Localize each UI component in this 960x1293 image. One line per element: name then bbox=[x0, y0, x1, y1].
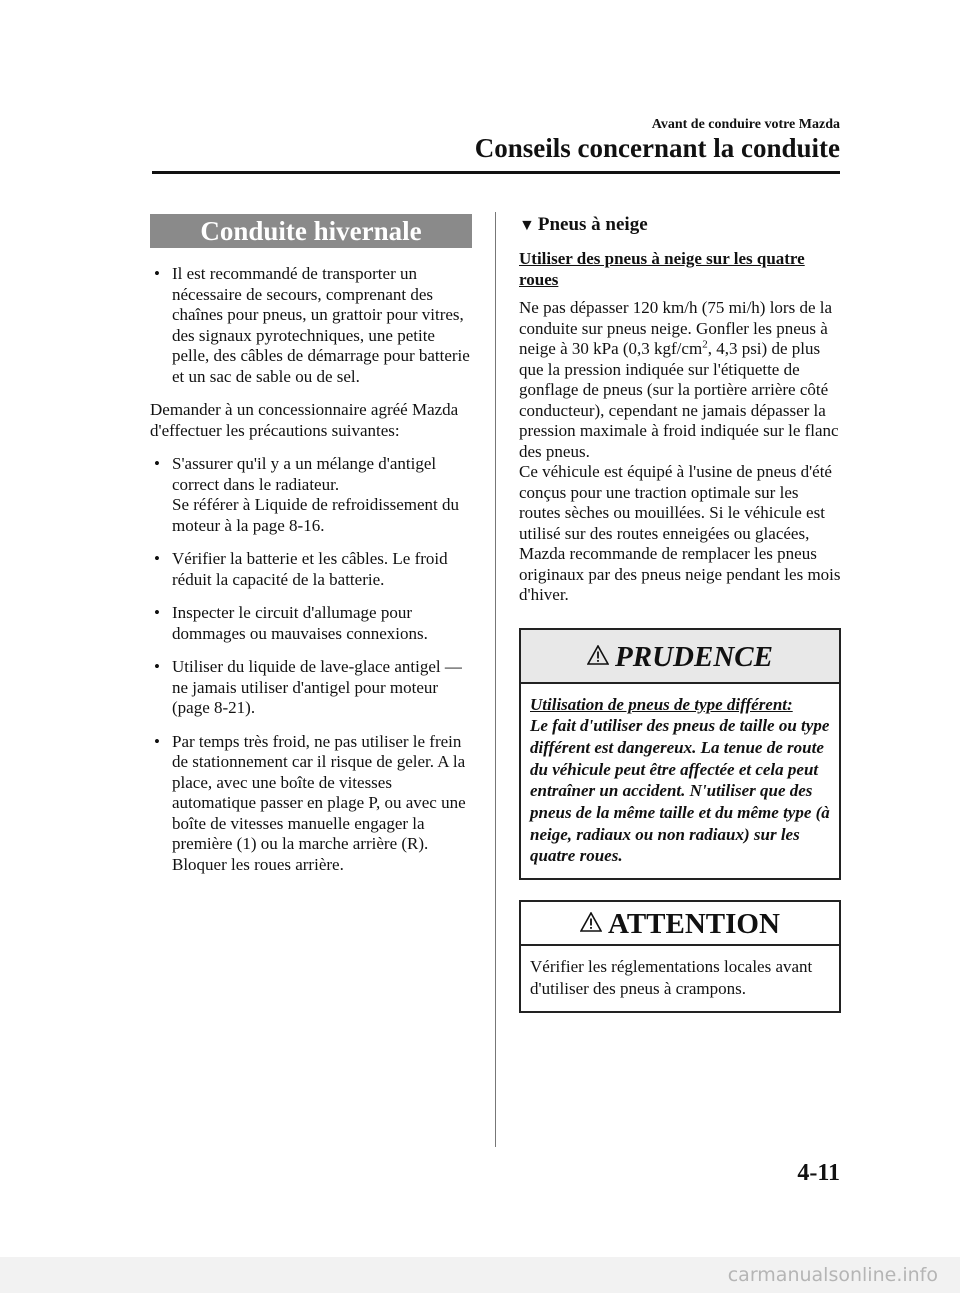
list-item bbox=[150, 454, 472, 536]
page-number: 4-11 bbox=[797, 1160, 840, 1186]
list-item bbox=[150, 657, 472, 719]
prudence-underlined: Utilisation de pneus de type différent: bbox=[530, 694, 793, 714]
bullet-text: Inspecter le circuit d'allumage pour dommages ou mauvaises connexions. bbox=[172, 603, 428, 643]
attention-title: ATTENTION bbox=[608, 908, 780, 941]
footer-watermark[interactable]: carmanualsonline.info bbox=[727, 1264, 938, 1286]
bullet-icon: • bbox=[154, 264, 160, 283]
subsection-title bbox=[519, 214, 841, 237]
attention-box bbox=[519, 900, 841, 1012]
prudence-text: Le fait d'utiliser des pneus de taille ou type différent est dangereux. La tenue de route du véhicule peut être affectée et cela peut entraîner un accident. N'utiliser que des pneus de la même taille et du même type (à neige, radiaux ou non radiaux) sur les quatre roues. bbox=[530, 716, 830, 866]
paragraph-text-b: , 4,3 psi) de plus que la pression indiquée sur l'étiquette de gonflage de pneus (sur la portière arrière côté conducteur), cependant ne jamais dépasser la pression maximale à froid indiquée sur le flanc des pneus. bbox=[519, 339, 839, 461]
prudence-body bbox=[521, 684, 839, 879]
attention-header bbox=[521, 902, 839, 946]
right-column bbox=[519, 214, 841, 1013]
bullet-text: Il est recommandé de transporter un nécessaire de secours, comprenant des chaînes pour pneus, un grattoir pour vitres, des signaux pyrotechniques, une petite pelle, des câbles de démarrage pour batterie et un sac de sable ou de sel. bbox=[172, 264, 470, 386]
bullet-icon: • bbox=[154, 454, 160, 473]
underlined-heading: Utiliser des pneus à neige sur les quatre roues bbox=[519, 249, 805, 289]
bullet-icon: • bbox=[154, 549, 160, 568]
column-divider bbox=[495, 212, 496, 1147]
list-item bbox=[150, 264, 472, 387]
bullet-icon: • bbox=[154, 603, 160, 622]
prudence-box bbox=[519, 628, 841, 881]
bullet-text: Vérifier la batterie et les câbles. Le froid réduit la capacité de la batterie. bbox=[172, 549, 448, 589]
factory-tires-paragraph: Ce véhicule est équipé à l'usine de pneus d'été conçus pour une traction optimale sur les routes sèches ou mouillées. Si le véhicule est utilisé sur des routes enneigées ou glacées, Mazda recommande de remplacer les pneus originaux par des pneus neige pendant les mois d'hiver. bbox=[519, 462, 841, 604]
prudence-header bbox=[521, 630, 839, 684]
snow-tire-paragraph bbox=[519, 298, 841, 462]
intro-paragraph: Demander à un concessionnaire agréé Mazda d'effectuer les précautions suivantes: bbox=[150, 400, 459, 440]
left-column bbox=[150, 214, 472, 875]
bullet-text: S'assurer qu'il y a un mélange d'antigel correct dans le radiateur. bbox=[172, 454, 437, 494]
header-rule bbox=[152, 171, 840, 174]
warning-icon bbox=[587, 645, 609, 665]
list-item bbox=[150, 732, 472, 876]
bullet-text: Utiliser du liquide de lave-glace antigel — ne jamais utiliser d'antigel pour moteur (page 8-21). bbox=[172, 657, 462, 717]
list-item bbox=[150, 549, 472, 590]
section-title: Conduite hivernale bbox=[150, 214, 472, 248]
bullet-icon: • bbox=[154, 657, 160, 676]
prudence-title: PRUDENCE bbox=[615, 640, 773, 673]
subsection-title-text: Pneus à neige bbox=[537, 214, 648, 235]
triangle-down-icon: ▼ bbox=[519, 217, 535, 234]
warning-icon bbox=[580, 912, 602, 932]
bullet-text: Par temps très froid, ne pas utiliser le frein de stationnement car il risque de geler. A la place, avec une boîte de vitesses automatique passer en plage P, ou avec une boîte de vitesses manuelle engager la première (1) ou la marche arrière (R). Bloquer les roues arrière. bbox=[172, 731, 466, 874]
chapter-title: Conseils concernant la conduite bbox=[474, 133, 840, 163]
bullet-icon: • bbox=[154, 731, 160, 751]
paragraph-text-a: Ne pas dépasser 120 km/h (75 mi/h) lors de la conduite sur pneus neige. Gonfler les pneus à neige à 30 kPa (0,3 kgf/cm bbox=[519, 298, 833, 358]
bullet-subtext: Se référer à Liquide de refroidissement du moteur à la page 8-16. bbox=[172, 495, 459, 535]
superscript: 2 bbox=[702, 338, 708, 351]
attention-body: Vérifier les réglementations locales avant d'utiliser des pneus à crampons. bbox=[530, 957, 813, 998]
chapter-subtitle: Avant de conduire votre Mazda bbox=[651, 117, 840, 132]
list-item bbox=[150, 603, 472, 644]
